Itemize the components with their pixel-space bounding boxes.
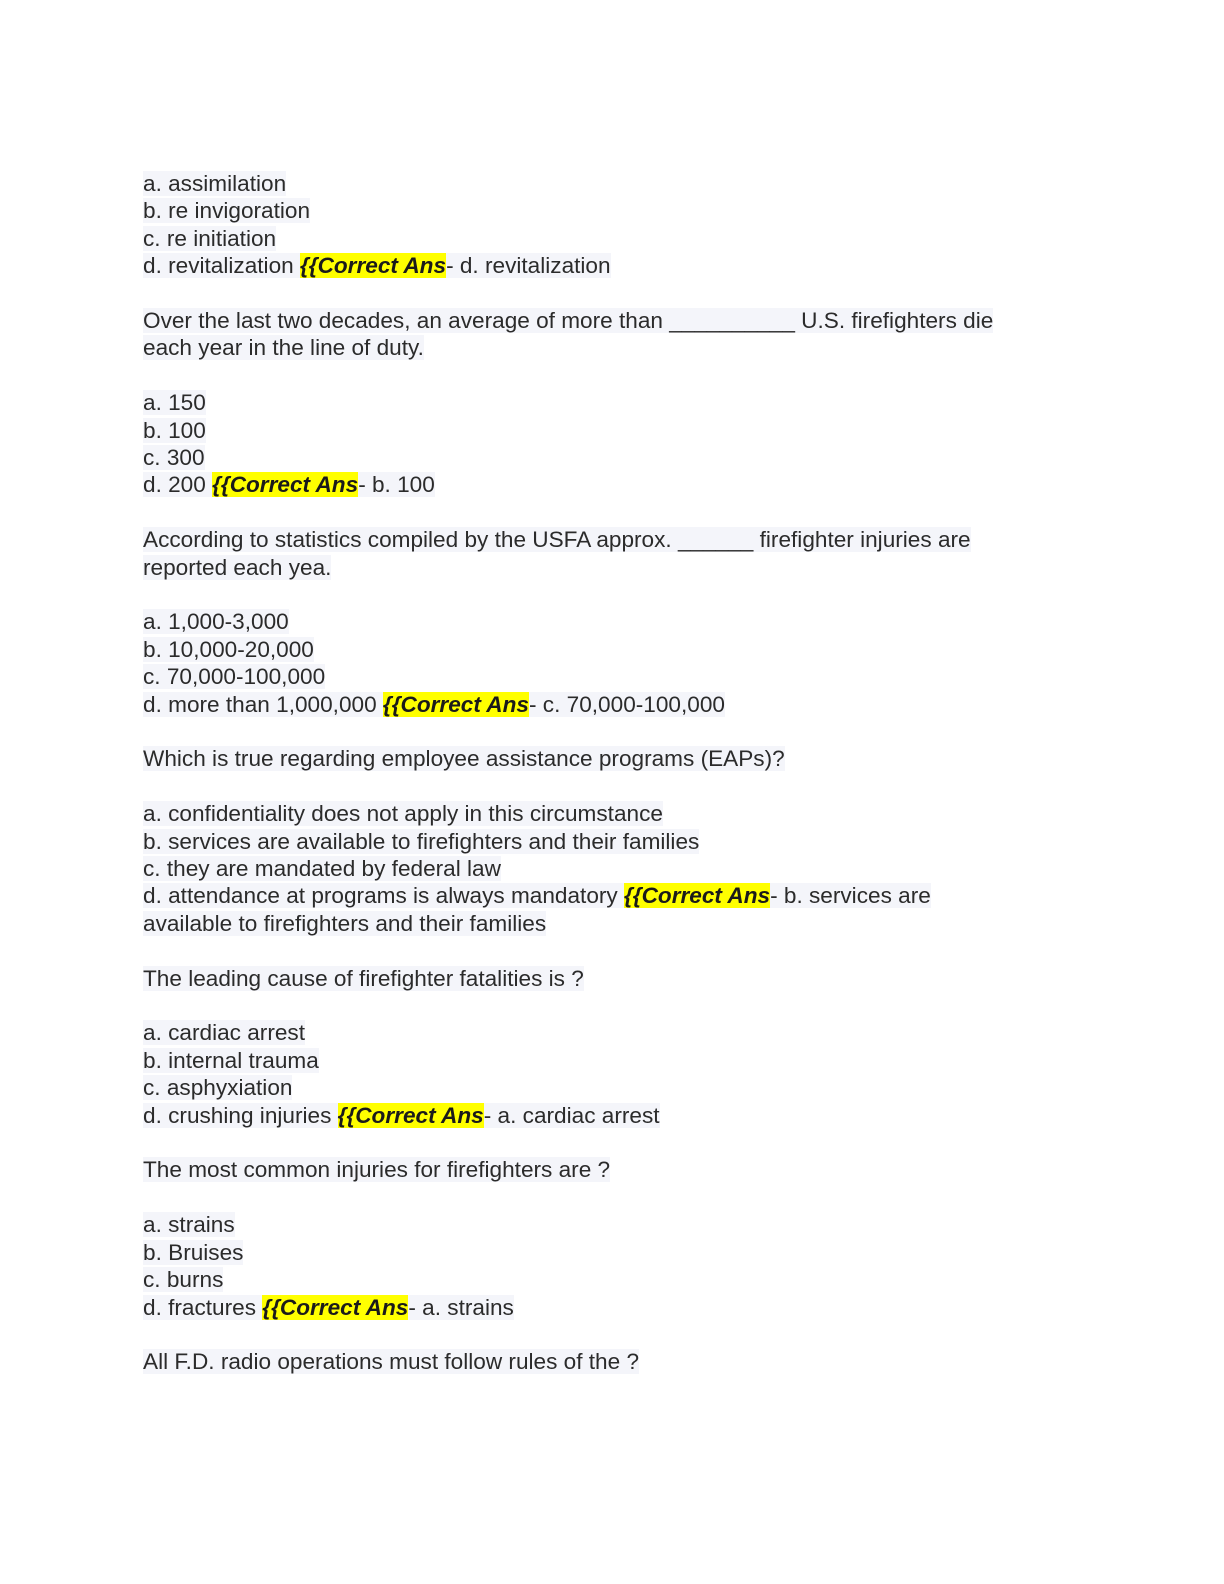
option-d: d. revitalization	[143, 253, 300, 279]
question-text: The most common injuries for firefighters are ?	[143, 1157, 611, 1183]
option-d: d. attendance at programs is always mandatory	[143, 883, 624, 909]
correct-answer-tag: {{Correct Ans	[382, 691, 529, 717]
option-c: c. 70,000-100,000	[143, 664, 326, 690]
option-d-with-answer	[143, 1294, 1073, 1321]
option-a: a. 150	[143, 390, 206, 416]
question-text: According to statistics compiled by the USFA approx. ______ firefighter injuries are	[143, 527, 971, 553]
correct-answer-tag: {{Correct Ans	[262, 1294, 409, 1320]
option-d-with-answer	[143, 882, 1073, 909]
correct-answer-tag: {{Correct Ans	[299, 253, 447, 279]
option-b: b. internal trauma	[143, 1047, 319, 1073]
option-c: c. asphyxiation	[143, 1075, 293, 1101]
option-d: d. 200	[143, 472, 213, 498]
correct-answer-text: - a. cardiac arrest	[483, 1102, 660, 1128]
option-d-with-answer	[143, 471, 1073, 498]
option-d-with-answer	[143, 691, 1073, 718]
option-d: d. fractures	[143, 1294, 263, 1320]
option-b: b. services are available to firefighters and their families	[143, 828, 700, 854]
option-c: c. 300	[143, 445, 205, 471]
question-block	[143, 965, 1073, 1129]
question-text: reported each yea.	[143, 554, 332, 580]
option-a: a. 1,000-3,000	[143, 609, 289, 635]
question-block	[143, 745, 1073, 937]
option-b: b. 100	[143, 417, 206, 443]
correct-answer-text: - b. services are	[770, 883, 931, 909]
question-block	[143, 1348, 1073, 1375]
question-text: Over the last two decades, an average of more than __________ U.S. firefighters die	[143, 308, 994, 334]
document-page	[143, 170, 1073, 1376]
correct-answer-continuation: available to firefighters and their families	[143, 910, 547, 936]
question-text: The leading cause of firefighter fatalities is ?	[143, 965, 584, 991]
question-block	[143, 170, 1073, 280]
correct-answer-tag: {{Correct Ans	[337, 1102, 484, 1128]
option-d-with-answer	[143, 252, 1073, 279]
question-block	[143, 1156, 1073, 1320]
option-d: d. crushing injuries	[143, 1102, 338, 1128]
option-c: c. they are mandated by federal law	[143, 856, 501, 882]
option-c: c. re initiation	[143, 225, 277, 251]
question-block	[143, 526, 1073, 718]
correct-answer-text: - a. strains	[408, 1294, 514, 1320]
option-d-with-answer	[143, 1102, 1073, 1129]
option-a: a. assimilation	[143, 171, 287, 196]
correct-answer-tag: {{Correct Ans	[624, 883, 771, 909]
option-a: a. cardiac arrest	[143, 1020, 305, 1046]
question-text: Which is true regarding employee assistance programs (EAPs)?	[143, 746, 785, 772]
option-a: a. strains	[143, 1212, 235, 1238]
option-d: d. more than 1,000,000	[143, 691, 383, 717]
option-a: a. confidentiality does not apply in this circumstance	[143, 801, 663, 827]
correct-answer-tag: {{Correct Ans	[212, 472, 359, 498]
option-b: b. Bruises	[143, 1239, 244, 1265]
option-b: b. re invigoration	[143, 198, 311, 224]
question-text: All F.D. radio operations must follow rules of the ?	[143, 1349, 640, 1375]
correct-answer-text: - c. 70,000-100,000	[529, 691, 725, 717]
question-text: each year in the line of duty.	[143, 335, 424, 361]
option-b: b. 10,000-20,000	[143, 636, 314, 662]
question-block	[143, 307, 1073, 499]
option-c: c. burns	[143, 1267, 224, 1293]
correct-answer-text: - d. revitalization	[446, 253, 611, 279]
correct-answer-text: - b. 100	[358, 472, 435, 498]
